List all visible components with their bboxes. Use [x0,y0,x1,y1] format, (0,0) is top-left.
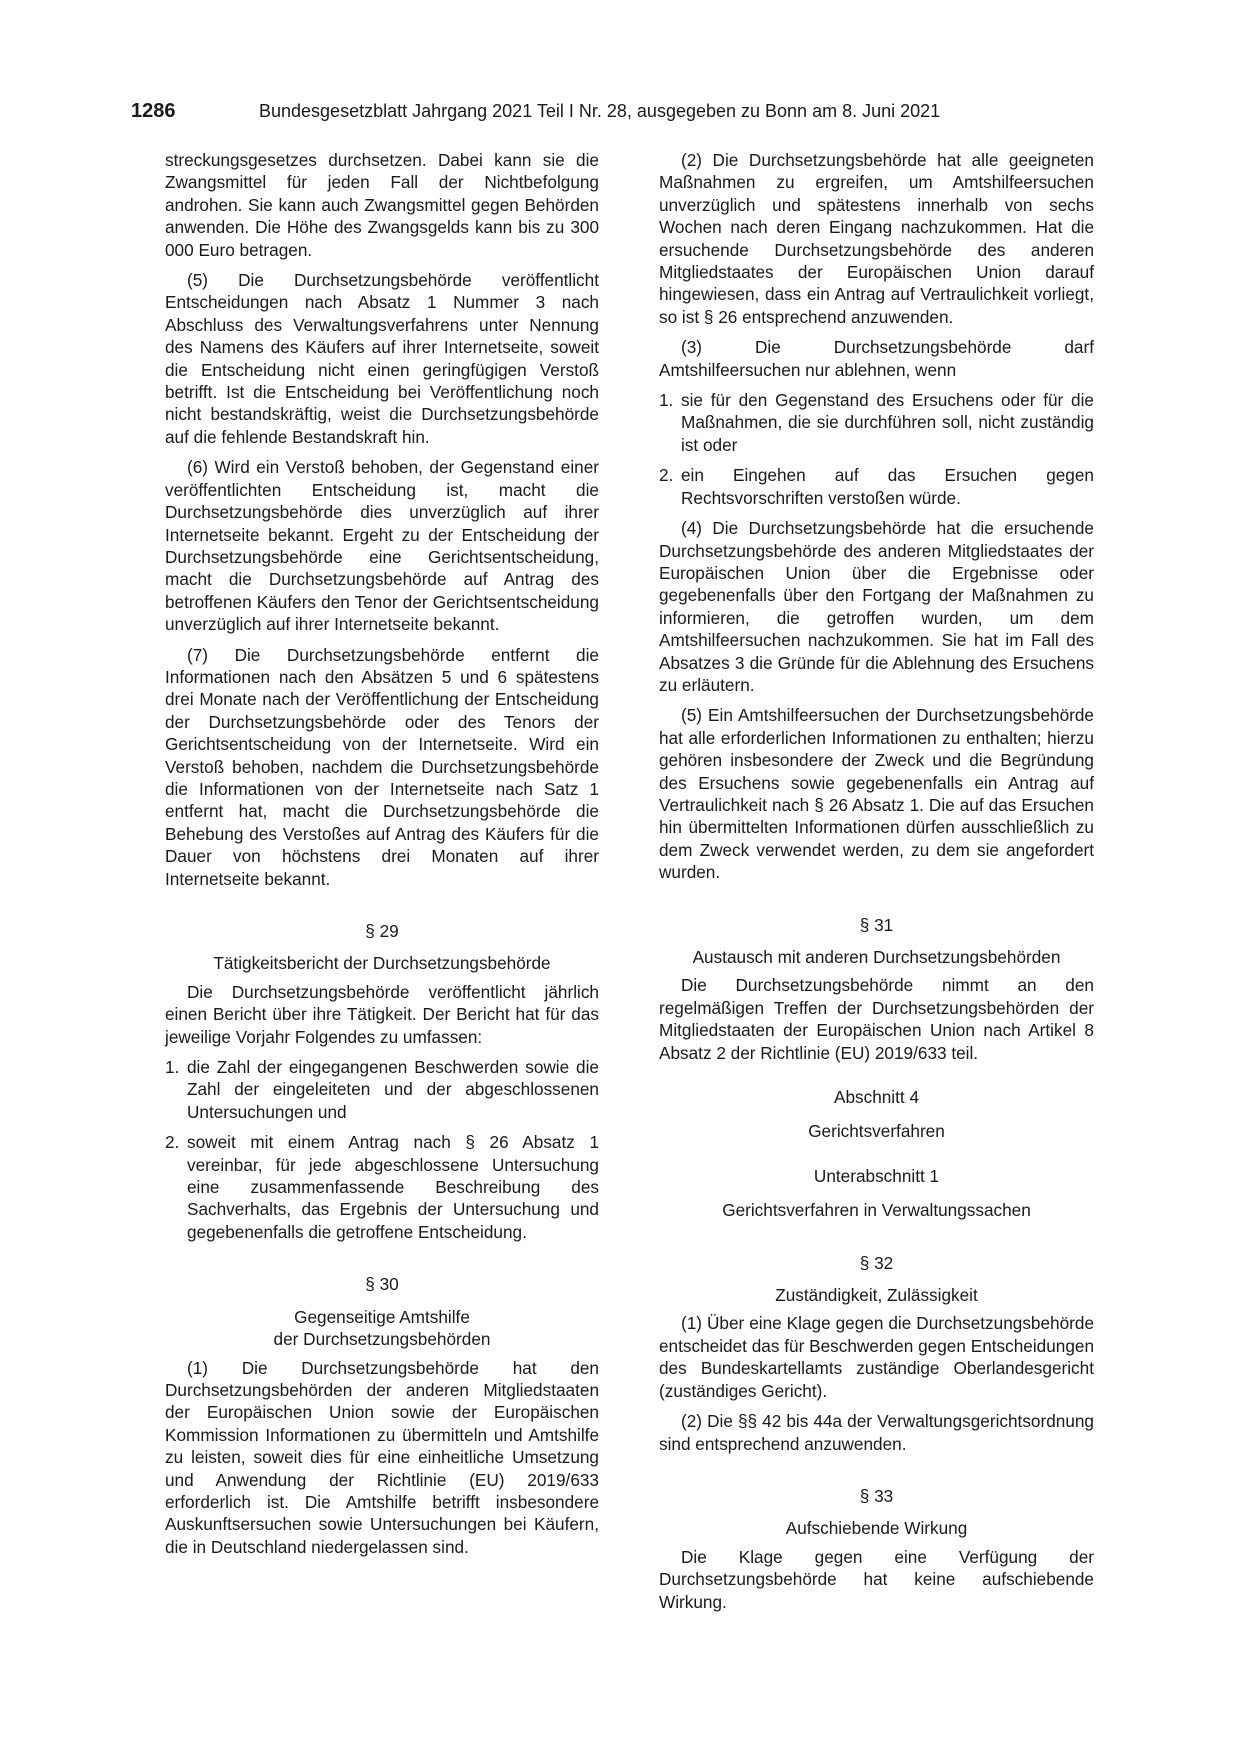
list-item-text: die Zahl der eingegangenen Beschwerden sowie die Zahl der eingeleiteten und der abgeschlossenen Untersuchungen und [187,1057,599,1122]
paragraph: (2) Die Durchsetzungsbehörde hat alle geeigneten Maßnahmen zu ergreifen, um Amtshilfeersuchen unverzüglich und spätestens innerhalb von sechs Wochen nach deren Eingang nachzukommen. Hat die ersuchende Durchsetzungsbehörde des anderen Mitgliedstaates der Europäischen Union darauf hingewiesen, dass ein Antrag auf Vertraulichkeit vorliegt, so ist § 26 entsprechend anzuwenden. [659,150,1094,327]
page-number: 1286 [131,100,176,122]
numbered-list [659,389,1094,509]
paragraph: Die Durchsetzungsbehörde nimmt an den regelmäßigen Treffen der Durchsetzungsbehörden der Mitgliedstaaten der Europäischen Union nach Artikel 8 Absatz 2 der Richtlinie (EU) 2019/633 teil. [659,975,1094,1063]
paragraph: (4) Die Durchsetzungsbehörde hat die ersuchende Durchsetzungsbehörde des anderen Mitgliedstaates der Europäischen Union über die Ergebnisse oder gegebenenfalls über den Fortgang der Maßnahmen zu informieren, die getroffen wurden, um dem Amtshilfeersuchen nachzukommen. Sie hat im Fall des Absatzes 3 die Gründe für die Ablehnung des Ersuchens zu erläutern. [659,518,1094,695]
paragraph: (5) Die Durchsetzungsbehörde veröffentlicht Entscheidungen nach Absatz 1 Nummer 3 nach Abschluss des Verwaltungsverfahrens unter Nennung des Namens des Käufers auf ihrer Internetseite, soweit die Entscheidung nicht einen geringfügigen Verstoß betrifft. Ist die Entscheidung bei Veröffentlichung noch nicht bestandskräftig, weist die Durchsetzungsbehörde auf die fehlende Bestandskraft hin. [165,270,599,447]
abschnitt-label [659,1086,1094,1143]
paragraph: Die Durchsetzungsbehörde veröffentlicht jährlich einen Bericht über ihre Tätigkeit. Der Bericht hat für das jeweilige Vorjahr Folgendes zu umfassen: [165,981,599,1047]
paragraph: (3) Die Durchsetzungsbehörde darf Amtshilfeersuchen nur ablehnen, wenn [659,337,1094,380]
unterabschnitt-label [659,1165,1094,1222]
gazette-header: Bundesgesetzblatt Jahrgang 2021 Teil I Nr. 28, ausgegeben zu Bonn am 8. Juni 2021 [259,101,941,121]
paragraph: Die Klage gegen eine Verfügung der Durchsetzungsbehörde hat keine aufschiebende Wirkung. [659,1546,1094,1612]
section-heading: Gegenseitige Amtshilfe [294,1306,470,1327]
paragraph: (5) Ein Amtshilfeersuchen der Durchsetzungsbehörde hat alle erforderlichen Informationen zu enthalten; hierzu gehören insbesondere der Zweck und die Begründung des Ersuchens sowie gegebenenfalls ein Antrag auf Vertraulichkeit nach § 26 Absatz 1. Die auf das Ersuchen hin übermittelten Informationen dürfen ausschließlich zu dem Zweck verwendet werden, zu dem sie angefordert wurden. [659,705,1094,883]
list-item [659,389,1094,456]
section-heading: Tätigkeitsbericht der Durchsetzungsbehörde [213,953,551,974]
list-item [659,464,1094,509]
list-item [165,1056,599,1123]
paragraph: (6) Wird ein Verstoß behoben, der Gegenstand einer veröffentlichten Entscheidung ist, macht die Durchsetzungsbehörde dies unverzüglich auf ihrer Internetseite bekannt. Ergeht zu der Entscheidung der Durchsetzungsbehörde eine Gerichtsentscheidung, macht die Durchsetzungsbehörde auf Antrag des betroffenen Käufers den Tenor der Gerichtsentscheidung unverzüglich auf ihrer Internetseite bekannt. [165,457,599,635]
section-number: § 31 [859,914,894,935]
list-item-text: ein Eingehen auf das Ersuchen gegen Rechtsvorschriften verstoßen würde. [681,465,1094,508]
numbered-list [165,1056,599,1243]
section-heading: Zuständigkeit, Zulässigkeit [775,1285,978,1306]
list-number: 1. [659,390,674,411]
abschnitt-title: Gerichtsverfahren [808,1121,945,1142]
paragraph: (2) Die §§ 42 bis 44a der Verwaltungsgerichtsordnung sind entsprechend anzuwenden. [659,1411,1094,1454]
abschnitt-number: Abschnitt 4 [833,1087,920,1108]
list-item-text: soweit mit einem Antrag nach § 26 Absatz 1 vereinbar, für jede abgeschlossene Untersuchung eine zusammenfassende Beschreibung des Sachverhalts, das Ergebnis der Untersuchung und gegebenenfalls die getroffene Entscheidung. [187,1132,599,1242]
list-number: 2. [165,1132,180,1153]
section-number: § 33 [859,1485,894,1506]
list-number: 1. [165,1057,180,1078]
section-number: § 30 [365,1274,399,1295]
paragraph: (1) Über eine Klage gegen die Durchsetzungsbehörde entscheidet das für Beschwerden gegen Entscheidungen des Bundeskartellamts zuständige Oberlandesgericht (zuständiges Gericht). [659,1313,1094,1401]
paragraph: streckungsgesetzes durchsetzen. Dabei kann sie die Zwangsmittel für jeden Fall der Nichtbefolgung androhen. Sie kann auch Zwangsmittel gegen Behörden anwenden. Die Höhe des Zwangsgelds kann bis zu 300 000 Euro betragen. [165,150,599,260]
right-column [659,149,1094,1621]
left-column [165,149,599,1566]
section-number: § 32 [859,1252,894,1273]
section-heading: Austausch mit anderen Durchsetzungsbehörden [692,947,1061,967]
list-number: 2. [659,465,674,486]
paragraph: (1) Die Durchsetzungsbehörde hat den Durchsetzungsbehörden der anderen Mitgliedstaaten der Europäischen Union sowie der Europäischen Kommission Informationen zu übermitteln und Amtshilfe zu leisten, soweit dies für eine einheitliche Umsetzung und Anwendung der Richtlinie (EU) 2019/633 erforderlich ist. Die Amtshilfe betrifft insbesondere Auskunftsersuchen sowie Untersuchungen bei Käufern, die in Deutschland niedergelassen sind. [165,1357,599,1557]
section-heading: Aufschiebende Wirkung [785,1518,968,1539]
list-item-text: sie für den Gegenstand des Ersuchens oder für die Maßnahmen, die sie durchführen soll, nicht zuständig ist oder [681,390,1094,455]
unterabschnitt-number: Unterabschnitt 1 [813,1165,940,1186]
unterabschnitt-title: Gerichtsverfahren in Verwaltungssachen [722,1200,1031,1221]
section-number: § 29 [365,921,399,941]
list-item [165,1131,599,1243]
paragraph: (7) Die Durchsetzungsbehörde entfernt die Informationen nach den Absätzen 5 und 6 spätestens drei Monate nach der Veröffentlichung der Entscheidung der Durchsetzungsbehörde oder des Tenors der Gerichtsentscheidung von der Internetseite. Wird ein Verstoß behoben, nachdem die Durchsetzungsbehörde die Informationen von der Internetseite nach Satz 1 entfernt hat, macht die Durchsetzungsbehörde die Behebung des Verstoßes auf Antrag des Käufers für die Dauer von höchstens drei Monaten auf ihrer Internetseite bekannt. [165,644,599,889]
section-heading-line2: der Durchsetzungsbehörden [273,1329,491,1350]
